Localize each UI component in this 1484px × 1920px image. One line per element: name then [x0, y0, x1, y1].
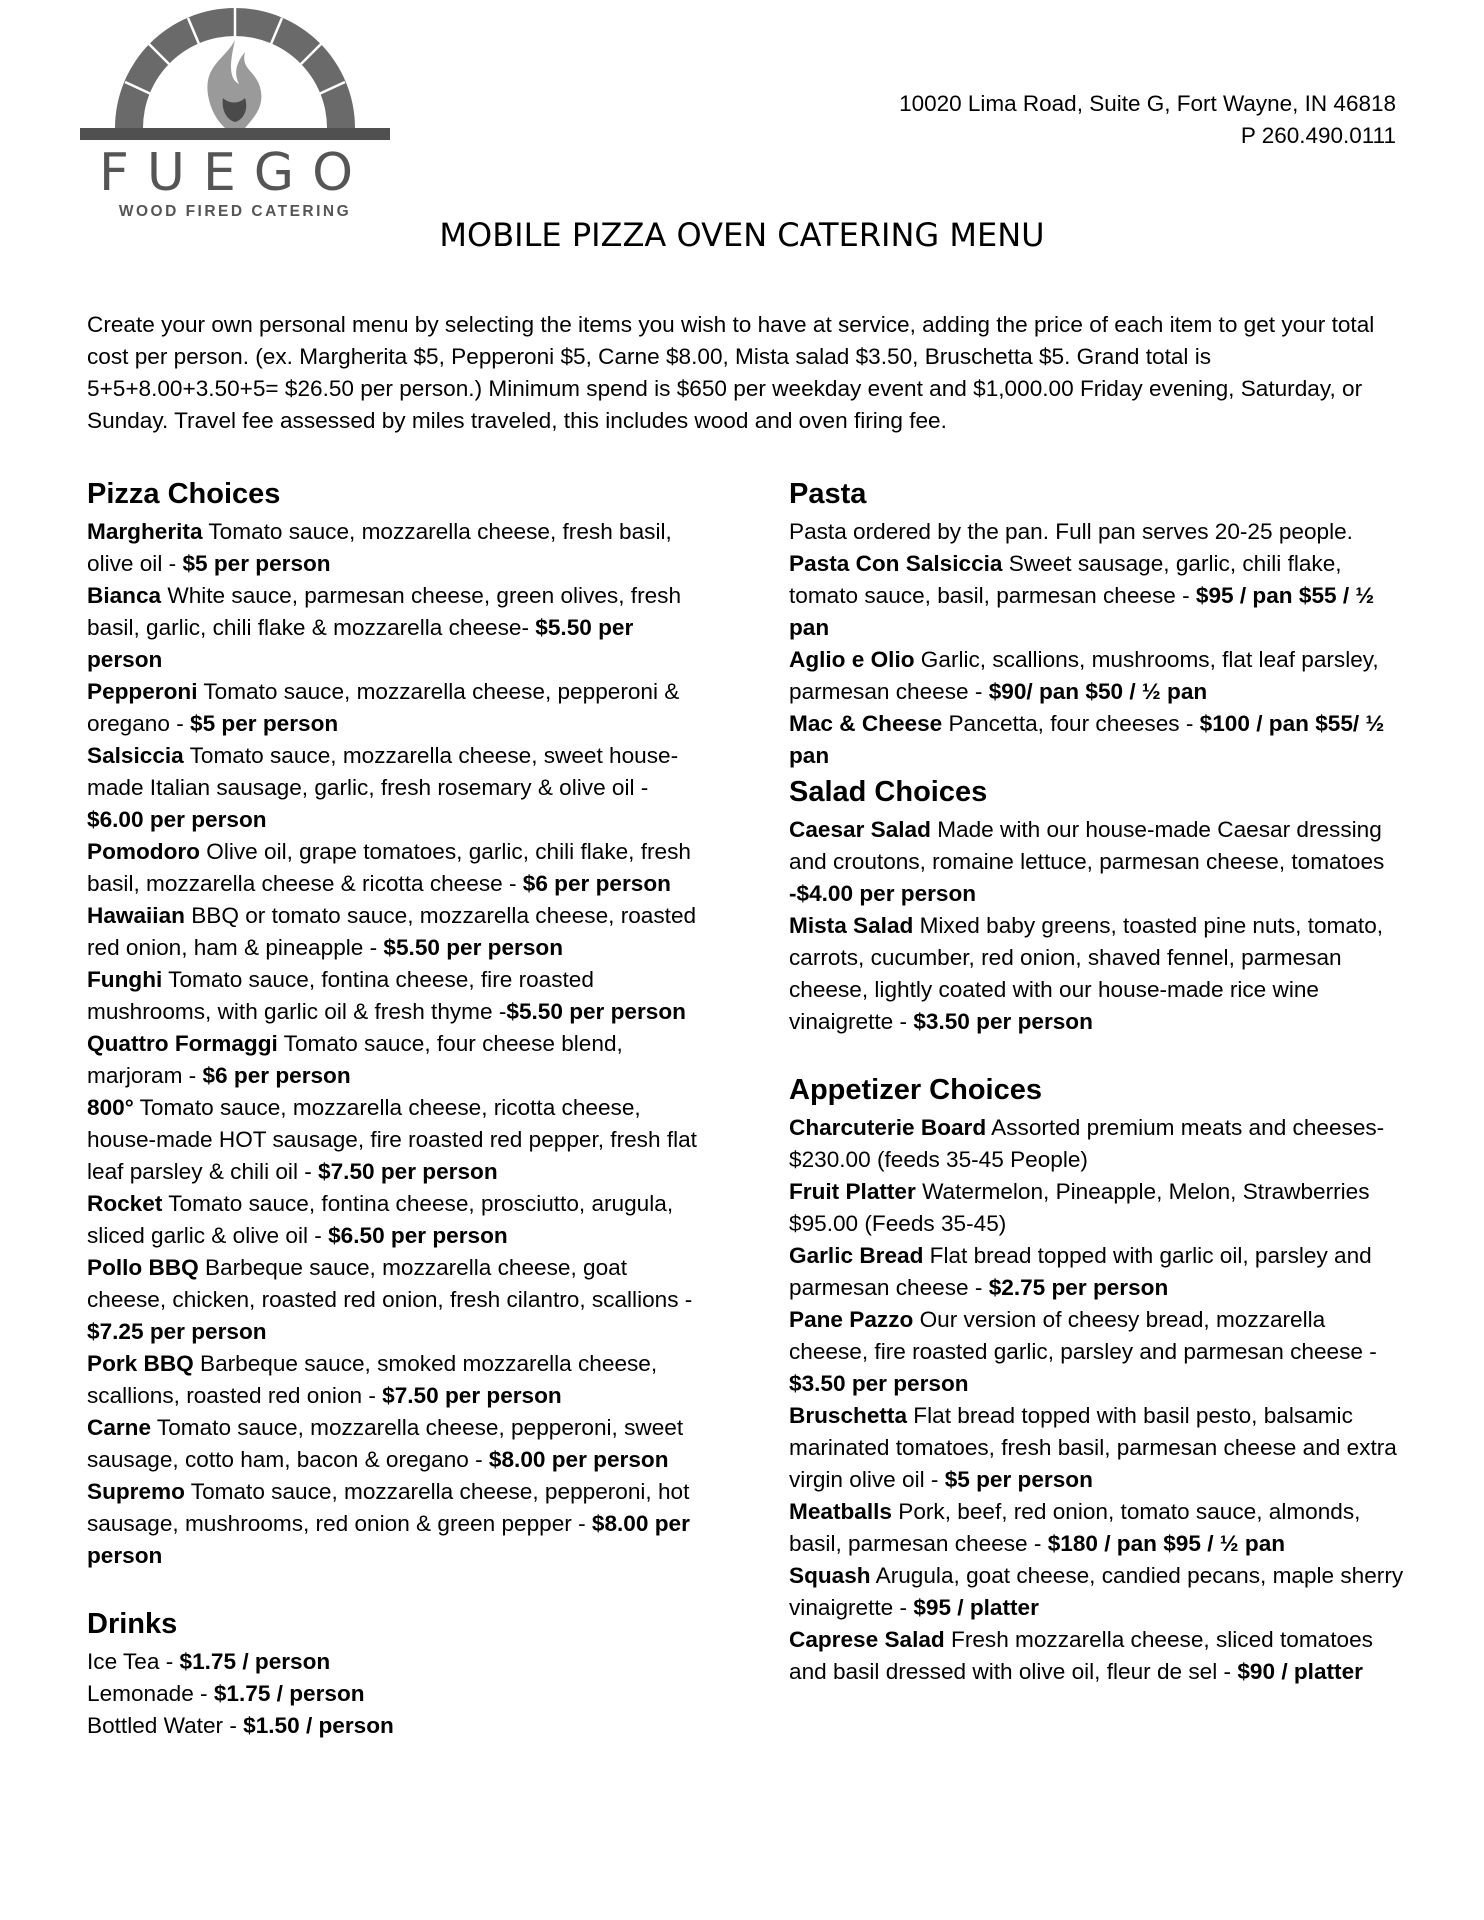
appetizer-item-name: Caprese Salad: [789, 1627, 945, 1652]
appetizer-item-price: $5 per person: [944, 1467, 1093, 1492]
appetizer-item-desc: Assorted premium meats and cheeses- $230.00 (feeds 35-45 People): [789, 1115, 1385, 1172]
drinks-item-price: $1.50 / person: [243, 1713, 394, 1738]
pasta-list: [789, 548, 1404, 772]
appetizer-item-desc: Flat bread topped with basil pesto, balsamic marinated tomatoes, fresh basil, parmesan cheese and extra virgin olive oil -: [789, 1403, 1397, 1492]
logo-wordmark: FUEGO: [98, 143, 372, 203]
pizza-item-name: Pepperoni: [87, 679, 198, 704]
salad-item-price: -$4.00 per person: [789, 881, 977, 906]
pizza-item-price: $5 per person: [182, 551, 331, 576]
salad-heading: Salad Choices: [789, 776, 988, 808]
pizza-item-price: $8.00 per person: [488, 1447, 669, 1472]
pizza-item-price: $8.00 per person: [87, 1511, 690, 1568]
drinks-list: [87, 1646, 707, 1742]
salad-item-name: Mista Salad: [789, 913, 914, 938]
pizza-item-price: $6 per person: [202, 1063, 351, 1088]
pizza-item-price: $7.50 per person: [318, 1159, 498, 1184]
pasta-item-name: Mac & Cheese: [789, 711, 943, 736]
pizza-item-name: Quattro Formaggi: [87, 1031, 278, 1056]
pizza-item: [87, 676, 707, 740]
pizza-item: [87, 836, 707, 900]
pasta-item-price: $90/ pan $50 / ½ pan: [988, 679, 1208, 704]
pizza-item-price: $5.50 per person: [506, 999, 686, 1024]
drinks-item: [87, 1678, 707, 1710]
pasta-item-price: $95 / pan $55 / ½ pan: [789, 583, 1375, 640]
appetizer-item: [789, 1400, 1404, 1496]
appetizer-item-name: Fruit Platter: [789, 1179, 916, 1204]
pizza-item-desc: Tomato sauce, fontina cheese, prosciutto, arugula, sliced garlic & olive oil -: [87, 1191, 674, 1248]
intro-paragraph: Create your own personal menu by selecting the items you wish to have at service, adding the price of each item to get your total cost per person. (ex. Margherita $5, Pepperoni $5, Carne $8.00, Mista salad $3.50, Bruschetta $5. Grand total is 5+5+8.00+3.50+5= $26.50 per person.) Minimum spend is $650 per weekday event and $1,000.00 Friday evening, Saturday, or Sunday. Travel fee assessed by miles traveled, this includes wood and oven firing fee.: [87, 312, 1375, 433]
pizza-item: [87, 1188, 707, 1252]
left-column: [87, 474, 707, 1742]
pizza-item-price: $6 per person: [522, 871, 671, 896]
pizza-item: [87, 1092, 707, 1188]
drinks-item-name: Lemonade -: [87, 1681, 214, 1706]
pizza-item-desc: Tomato sauce, mozzarella cheese, ricotta cheese, house-made HOT sausage, fire roasted red pepper, fresh flat leaf parsley & chili oil -: [87, 1095, 697, 1184]
pizza-item-name: Pork BBQ: [87, 1351, 194, 1376]
appetizer-list: [789, 1112, 1404, 1688]
pizza-heading: Pizza Choices: [87, 478, 281, 510]
pizza-item-name: Margherita: [87, 519, 203, 544]
pizza-item-desc: Tomato sauce, mozzarella cheese, pepperoni, sweet sausage, cotto ham, bacon & oregano -: [87, 1415, 684, 1472]
pizza-item-name: Bianca: [87, 583, 162, 608]
appetizer-item-price: $2.75 per person: [988, 1275, 1169, 1300]
salad-item-desc: Made with our house-made Caesar dressing and croutons, romaine lettuce, parmesan cheese, tomatoes: [789, 817, 1385, 874]
drinks-item-name: Ice Tea -: [87, 1649, 180, 1674]
pizza-item-desc: Tomato sauce, mozzarella cheese, pepperoni, hot sausage, mushrooms, red onion & green pepper -: [87, 1479, 690, 1536]
appetizer-item: [789, 1624, 1404, 1688]
appetizer-item: [789, 1560, 1404, 1624]
pasta-item: [789, 644, 1404, 708]
salad-item: [789, 814, 1404, 910]
appetizer-item-price: $3.50 per person: [789, 1371, 969, 1396]
pizza-item-price: $5.50 per person: [87, 615, 634, 672]
pizza-item-price: $6.50 per person: [328, 1223, 508, 1248]
pasta-item-desc: Garlic, scallions, mushrooms, flat leaf parsley, parmesan cheese -: [789, 647, 1379, 704]
page-title: MOBILE PIZZA OVEN CATERING MENU: [439, 216, 1045, 254]
pizza-item-price: $5 per person: [190, 711, 339, 736]
pizza-item-desc: White sauce, parmesan cheese, green olives, fresh basil, garlic, chili flake & mozzarella cheese-: [87, 583, 682, 640]
pizza-item: [87, 1476, 707, 1572]
appetizer-item-desc: Fresh mozzarella cheese, sliced tomatoes and basil dressed with olive oil, fleur de sel -: [789, 1627, 1373, 1684]
pizza-item-desc: Olive oil, grape tomatoes, garlic, chili flake, fresh basil, mozzarella cheese & ricotta cheese -: [87, 839, 691, 896]
appetizer-item: [789, 1112, 1404, 1176]
contact-block: [899, 88, 1396, 152]
pizza-item-desc: Barbeque sauce, smoked mozzarella cheese, scallions, roasted red onion -: [87, 1351, 658, 1408]
pizza-item-name: Salsiccia: [87, 743, 184, 768]
appetizer-heading: Appetizer Choices: [789, 1074, 1042, 1106]
pasta-item: [789, 708, 1404, 772]
pasta-item-name: Pasta Con Salsiccia: [789, 551, 1003, 576]
pasta-item-price: $100 / pan $55/ ½ pan: [789, 711, 1385, 768]
appetizer-item: [789, 1496, 1404, 1560]
pizza-item-price: $7.25 per person: [87, 1319, 267, 1344]
appetizer-item-desc: Watermelon, Pineapple, Melon, Strawberries $95.00 (Feeds 35-45): [789, 1179, 1370, 1236]
pasta-item-name: Aglio e Olio: [789, 647, 915, 672]
appetizer-item: [789, 1176, 1404, 1240]
appetizer-item-desc: Arugula, goat cheese, candied pecans, maple sherry vinaigrette -: [789, 1563, 1404, 1620]
pizza-item-name: Pollo BBQ: [87, 1255, 199, 1280]
pasta-item-desc: Pancetta, four cheeses -: [942, 711, 1200, 736]
address: 10020 Lima Road, Suite G, Fort Wayne, IN 46818: [899, 91, 1396, 116]
pizza-item: [87, 964, 707, 1028]
pizza-item: [87, 1412, 707, 1476]
appetizer-item-name: Garlic Bread: [789, 1243, 924, 1268]
pizza-item-name: Hawaiian: [87, 903, 185, 928]
salad-item-price: $3.50 per person: [913, 1009, 1093, 1034]
pizza-item: [87, 900, 707, 964]
appetizer-item: [789, 1304, 1404, 1400]
appetizer-item-desc: Flat bread topped with garlic oil, parsley and parmesan cheese -: [789, 1243, 1372, 1300]
appetizer-item-name: Squash: [789, 1563, 871, 1588]
pasta-heading: Pasta: [789, 478, 867, 510]
pizza-item-desc: Barbeque sauce, mozzarella cheese, goat cheese, chicken, roasted red onion, fresh cilantro, scallions -: [87, 1255, 693, 1312]
pizza-item-name: 800°: [87, 1095, 134, 1120]
drinks-heading: Drinks: [87, 1608, 178, 1640]
pizza-item-desc: Tomato sauce, mozzarella cheese, fresh basil, olive oil -: [87, 519, 672, 576]
pizza-item: [87, 516, 707, 580]
salad-list: [789, 814, 1404, 1038]
pasta-item-desc: Sweet sausage, garlic, chili flake, tomato sauce, basil, parmesan cheese -: [789, 551, 1342, 608]
appetizer-item-price: $90 / platter: [1237, 1659, 1363, 1684]
appetizer-item-desc: Pork, beef, red onion, tomato sauce, almonds, basil, parmesan cheese -: [789, 1499, 1361, 1556]
pizza-item-price: $7.50 per person: [382, 1383, 562, 1408]
pizza-item-name: Pomodoro: [87, 839, 200, 864]
pizza-item: [87, 1348, 707, 1412]
appetizer-item-name: Charcuterie Board: [789, 1115, 987, 1140]
pizza-item-name: Carne: [87, 1415, 152, 1440]
drinks-item-name: Bottled Water -: [87, 1713, 244, 1738]
drinks-item: [87, 1710, 707, 1742]
phone: P 260.490.0111: [1240, 123, 1396, 148]
pizza-item-desc: Tomato sauce, fontina cheese, fire roasted mushrooms, with garlic oil & fresh thyme -: [87, 967, 594, 1024]
salad-item-desc: Mixed baby greens, toasted pine nuts, tomato, carrots, cucumber, red onion, shaved fennel, parmesan cheese, lightly coated with our house-made rice wine vinaigrette -: [789, 913, 1384, 1034]
drinks-item-price: $1.75 / person: [179, 1649, 331, 1674]
appetizer-item-price: $95 / platter: [913, 1595, 1039, 1620]
appetizer-item-name: Meatballs: [789, 1499, 892, 1524]
pizza-item-desc: BBQ or tomato sauce, mozzarella cheese, roasted red onion, ham & pineapple -: [87, 903, 697, 960]
salad-item-name: Caesar Salad: [789, 817, 931, 842]
pizza-item-desc: Tomato sauce, mozzarella cheese, sweet house-made Italian sausage, garlic, fresh rosemary & olive oil -: [87, 743, 679, 800]
appetizer-item-name: Pane Pazzo: [789, 1307, 914, 1332]
pizza-item: [87, 1252, 707, 1348]
pizza-item-name: Funghi: [87, 967, 163, 992]
pizza-item-desc: Tomato sauce, four cheese blend, marjoram -: [87, 1031, 623, 1088]
appetizer-item: [789, 1240, 1404, 1304]
pizza-item-name: Rocket: [87, 1191, 163, 1216]
right-column: [789, 474, 1404, 1688]
logo-subtitle: WOOD FIRED CATERING: [118, 203, 352, 220]
pasta-note: Pasta ordered by the pan. Full pan serves 20-25 people.: [789, 519, 1353, 544]
drinks-item: [87, 1646, 707, 1678]
appetizer-item-name: Bruschetta: [789, 1403, 908, 1428]
pizza-item: [87, 740, 707, 836]
drinks-item-price: $1.75 / person: [213, 1681, 365, 1706]
pizza-item-desc: Tomato sauce, mozzarella cheese, pepperoni & oregano -: [87, 679, 680, 736]
pasta-item: [789, 548, 1404, 644]
appetizer-item-price: $180 / pan $95 / ½ pan: [1047, 1531, 1286, 1556]
appetizer-item-desc: Our version of cheesy bread, mozzarella cheese, fire roasted garlic, parsley and parmesan cheese -: [789, 1307, 1377, 1364]
pizza-item-price: $5.50 per person: [383, 935, 564, 960]
pizza-list: [87, 516, 707, 1572]
salad-item: [789, 910, 1404, 1038]
pizza-item: [87, 580, 707, 676]
pizza-item-price: $6.00 per person: [87, 807, 267, 832]
fuego-logo: [75, 0, 395, 225]
pizza-item: [87, 1028, 707, 1092]
pizza-item-name: Supremo: [87, 1479, 185, 1504]
